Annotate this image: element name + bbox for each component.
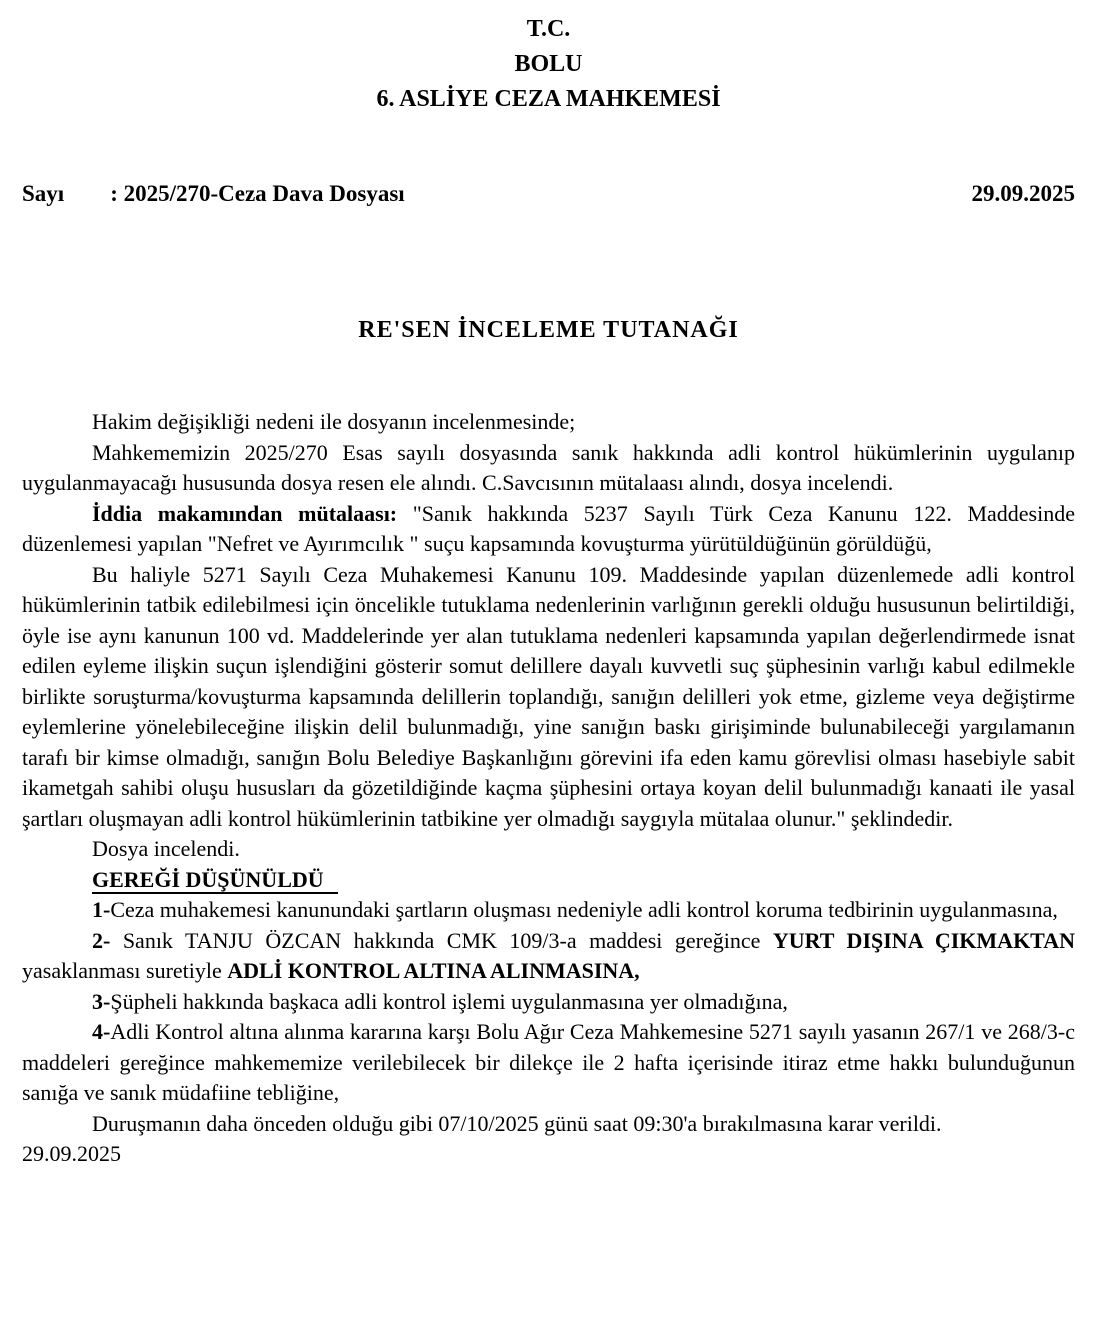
decision-item-3-text: Şüpheli hakkında başkaca adli kontrol işlemi uygulanmasına yer olmadığına, <box>110 988 788 1014</box>
decision-item-2-bold-judicial-control: ADLİ KONTROL ALTINA ALINMASINA, <box>227 958 640 983</box>
decision-item-1-text: Ceza muhakemesi kanunundaki şartların oluşması nedeniyle adli kontrol koruma tedbirinin uygulanmasına, <box>110 897 1058 922</box>
footer-date: 29.09.2025 <box>22 1141 121 1166</box>
closing-statement: Duruşmanın daha önceden olduğu gibi 07/10/2025 günü saat 09:30'a bırakılmasına karar verildi. <box>92 1110 942 1136</box>
document-header <box>22 12 1075 117</box>
section-heading <box>22 865 1075 896</box>
header-republic: T.C. <box>526 16 571 42</box>
decision-item-3 <box>22 987 1075 1018</box>
document-body <box>22 407 1075 1170</box>
decision-item-4 <box>22 1017 1075 1109</box>
decision-item-2-text-b: yasaklanması suretiyle <box>22 958 228 983</box>
paragraph-prosecutor-opinion <box>22 499 1075 560</box>
paragraph-assessment: Bu haliyle 5271 Sayılı Ceza Muhakemesi Kanunu 109. Maddesinde yapılan düzenlemede adli kontrol hükümlerinin tatbik edilebilmesi için öncelikle tutuklama nedenlerinin varlığının gerekli olduğu hususunun belirtildiği, öyle ise aynı kanunun 100 vd. Maddelerinde yer alan tutuklama nedenleri kapsamında yapılan değerlendirmede isnat edilen eyleme ilişkin suçun işlendiğini gösterir somut delillere dayalı kuvvetli suç şüphesinin varlığı kabul edilmekle birlikte soruşturma/kovuşturma kapsamında delillerin toplandığı, sanığın delilleri yok etme, gizleme veya değiştirme eylemlerine yönelebileceğine ilişkin delil bulunmadığı, yine sanığın baskı girişiminde bulunabileceği yargılamanın tarafı bir kimse olmadığı, sanığın Bolu Belediye Başkanlığını görevini ifa eden kamu görevlisi olması hasebiyle sabit ikametgah sahibi oluşu hususları da gözetildiğinde kaçma şüphesini ortaya koyan delil bulunmadığı kanaati ile yasal şartları oluşmayan adli kontrol hükümlerinin tatbikine yer olmadığı saygıyla mütalaa olunur." şeklindedir. <box>22 561 1075 831</box>
decision-item-4-number: 4- <box>92 1019 111 1044</box>
case-meta-row <box>22 179 1075 209</box>
case-number <box>22 179 405 209</box>
document-date: 29.09.2025 <box>971 181 1075 206</box>
paragraph-file-reviewed: Dosya incelendi. <box>92 836 240 861</box>
decision-item-2-text-a: Sanık TANJU ÖZCAN hakkında CMK 109/3-a maddesi gereğince <box>110 927 773 953</box>
paragraph-intro: Hakim değişikliği nedeni ile dosyanın incelenmesinde; <box>92 409 576 434</box>
paragraph-review: Mahkememizin 2025/270 Esas sayılı dosyasında sanık hakkında adli kontrol hükümlerinin uygulanıp uygulanmayacağı hususunda dosya resen ele alındı. C.Savcısının mütalaası alındı, dosya incelendi. <box>22 439 1075 495</box>
decision-item-1-number: 1- <box>92 897 111 922</box>
section-heading-text: GEREĞİ DÜŞÜNÜLDÜ <box>92 867 338 894</box>
case-number-value: : 2025/270-Ceza Dava Dosyası <box>110 181 405 206</box>
document-title: RE'SEN İNCELEME TUTANAĞI <box>358 317 739 343</box>
case-number-label: Sayı <box>22 181 65 206</box>
decision-item-3-number: 3- <box>92 988 111 1014</box>
decision-item-2-bold-travel-ban: YURT DIŞINA ÇIKMAKTAN <box>772 927 1075 953</box>
prosecutor-opinion-text: "Sanık hakkında 5237 Sayılı Türk Ceza Kanunu 122. Maddesinde düzenlemesi yapılan "Nefret ve Ayırımcılık " suçu kapsamında kovuşturma yürütüldüğünün görüldüğü, <box>22 500 1075 556</box>
decision-item-2 <box>22 926 1075 987</box>
header-city: BOLU <box>514 51 583 77</box>
decision-item-1 <box>22 895 1075 926</box>
decision-item-2-number: 2- <box>92 927 111 953</box>
decision-item-4-text: Adli Kontrol altına alınma kararına karşı Bolu Ağır Ceza Mahkemesine 5271 sayılı yasanın 267/1 ve 268/3-c maddeleri gereğince mahkememize verilebilecek bir dilekçe ile 2 hafta içerisinde itiraz etme hakkı bulunduğunun sanığa ve sanık müdafiine tebliğine, <box>22 1019 1075 1105</box>
header-court: 6. ASLİYE CEZA MAHKEMESİ <box>376 86 721 112</box>
prosecutor-opinion-lead: İddia makamından mütalaası: <box>92 500 398 526</box>
